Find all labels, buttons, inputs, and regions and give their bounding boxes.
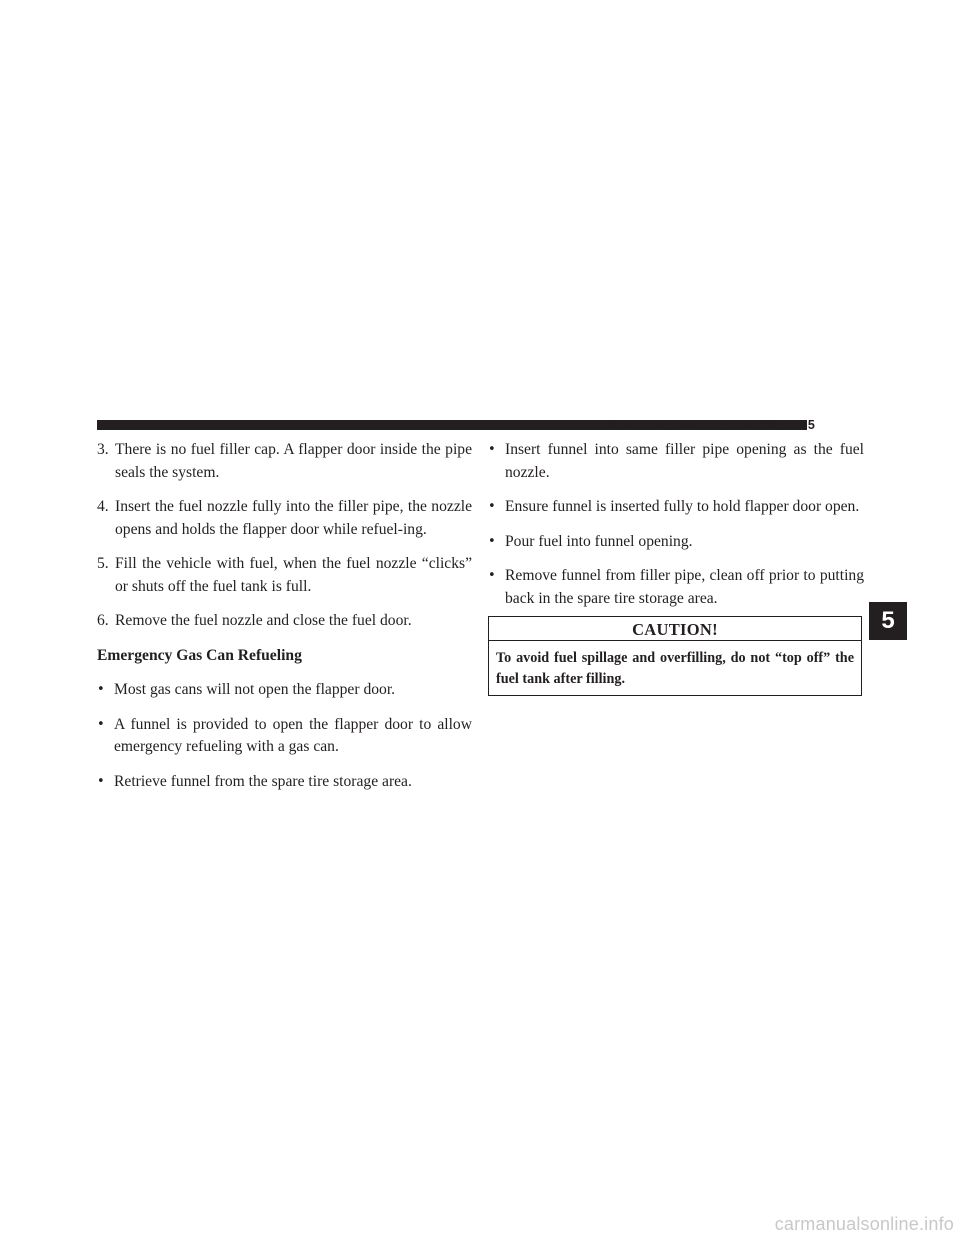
bullet-text: Ensure funnel is inserted fully to hold flapper door open. (505, 498, 860, 515)
right-column (488, 439, 864, 622)
list-item (488, 439, 864, 484)
caution-title: CAUTION! (489, 617, 861, 641)
step-text: Insert the fuel nozzle fully into the filler pipe, the nozzle opens and holds the flapper door while refuel-ing. (115, 498, 472, 538)
chapter-tab[interactable]: 5 (869, 602, 907, 640)
step-3 (97, 439, 472, 484)
list-item (97, 771, 472, 794)
bullet-text: Retrieve funnel from the spare tire storage area. (114, 772, 412, 790)
bullet-icon: • (488, 568, 496, 583)
list-item (97, 679, 472, 702)
list-item (488, 565, 864, 610)
step-text: Fill the vehicle with fuel, when the fuel nozzle “clicks” or shuts off the fuel tank is full. (115, 555, 472, 595)
watermark: carmanualsonline.info (774, 1214, 954, 1234)
bullet-text: Most gas cans will not open the flapper door. (114, 681, 396, 698)
bullet-text: Remove funnel from filler pipe, clean off prior to putting back in the spare tire storage area. (505, 567, 864, 607)
list-item (488, 496, 864, 519)
step-text: Remove the fuel nozzle and close the fuel door. (115, 612, 412, 629)
list-item (97, 714, 472, 759)
step-number: 3. (97, 441, 109, 458)
step-number: 6. (97, 612, 109, 629)
bullet-icon: • (488, 533, 496, 549)
bullet-icon: • (97, 682, 105, 697)
bullet-icon: • (97, 773, 105, 789)
step-number: 5. (97, 555, 109, 572)
step-text: There is no fuel filler cap. A flapper door inside the pipe seals the system. (115, 441, 472, 481)
caution-text: To avoid fuel spillage and overfilling, do not “top off” the fuel tank after filling. (496, 650, 854, 687)
bullet-text: Insert funnel into same filler pipe opening as the fuel nozzle. (505, 441, 864, 481)
bullet-text: Pour fuel into funnel opening. (505, 532, 693, 550)
bullet-icon: • (488, 499, 496, 514)
step-number: 4. (97, 498, 109, 515)
list-item (488, 531, 864, 554)
section-subheading: Emergency Gas Can Refueling (97, 646, 302, 664)
bullet-icon: • (97, 716, 105, 732)
step-6 (97, 610, 472, 633)
step-4 (97, 496, 472, 541)
caution-box (488, 616, 862, 696)
step-5 (97, 553, 472, 598)
bullet-icon: • (488, 442, 496, 457)
section-title: STARTING AND OPERATING (608, 418, 783, 432)
bullet-text: A funnel is provided to open the flapper door to allow emergency refueling with a gas can. (114, 715, 472, 755)
page-number: 465 (793, 418, 815, 432)
left-column (97, 439, 472, 805)
